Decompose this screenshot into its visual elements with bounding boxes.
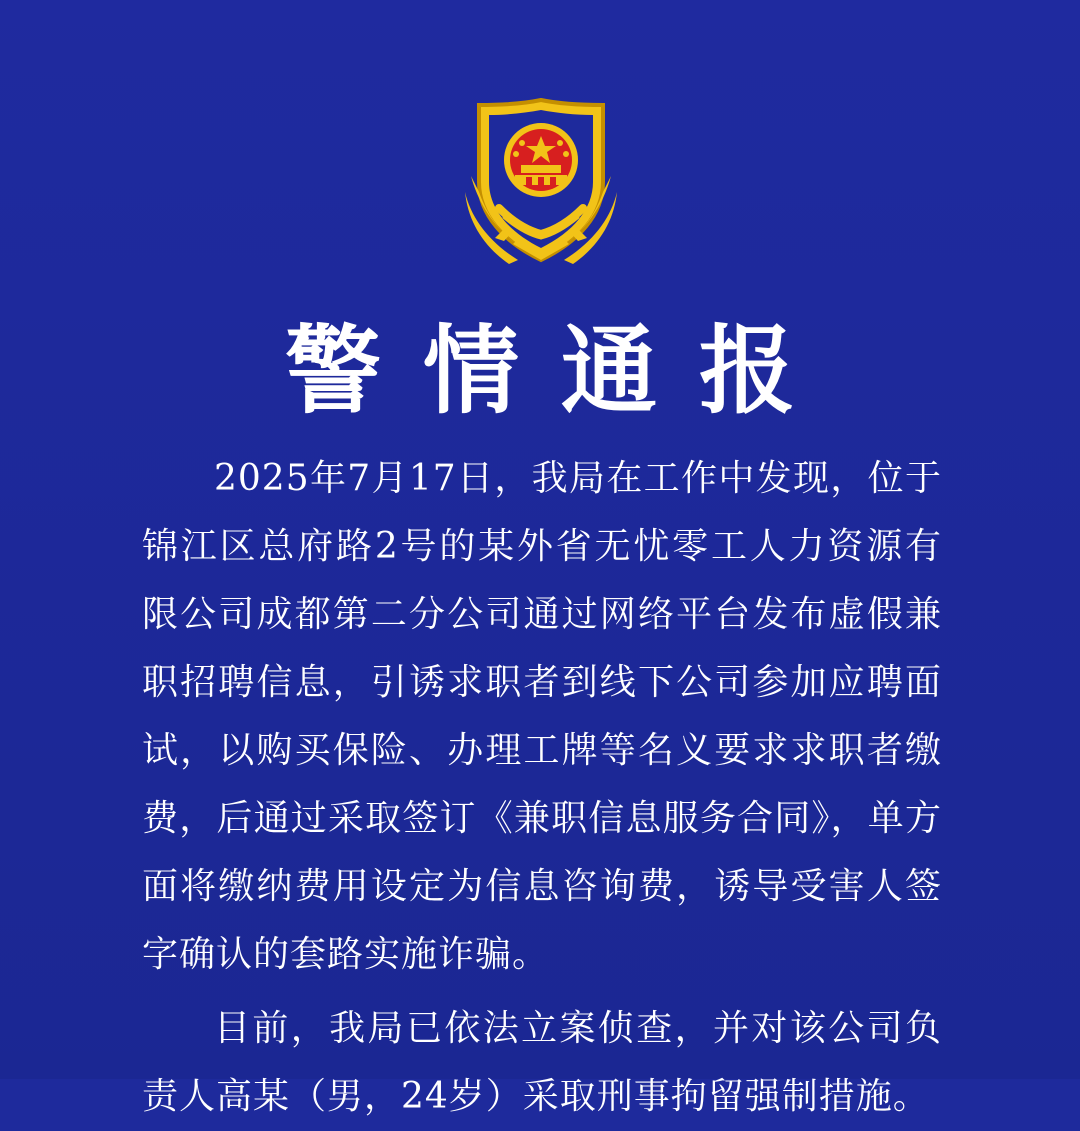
notice-paragraph-2: 目前，我局已依法立案侦查，并对该公司负责人高某（男，24岁）采取刑事拘留强制措施。 [142,1008,942,1117]
notice-body [142,445,942,1131]
police-emblem-icon [455,96,627,272]
page-title: 警情通报 [285,314,837,427]
notice-paragraph-1: 2025年7月17日，我局在工作中发现，位于锦江区总府路2号的某外省无忧零工人力资源有限公司成都第二分公司通过网络平台发布虚假兼职招聘信息，引诱求职者到线下公司参加应聘面试，以购买保险、办理工牌等名义要求求职者缴费，后通过采取签订《兼职信息服务合同》，单方面将缴纳费用设定为信息咨询费，诱导受害人签字确认的套路实施诈骗。 [142,458,942,975]
police-emblem [455,96,627,272]
